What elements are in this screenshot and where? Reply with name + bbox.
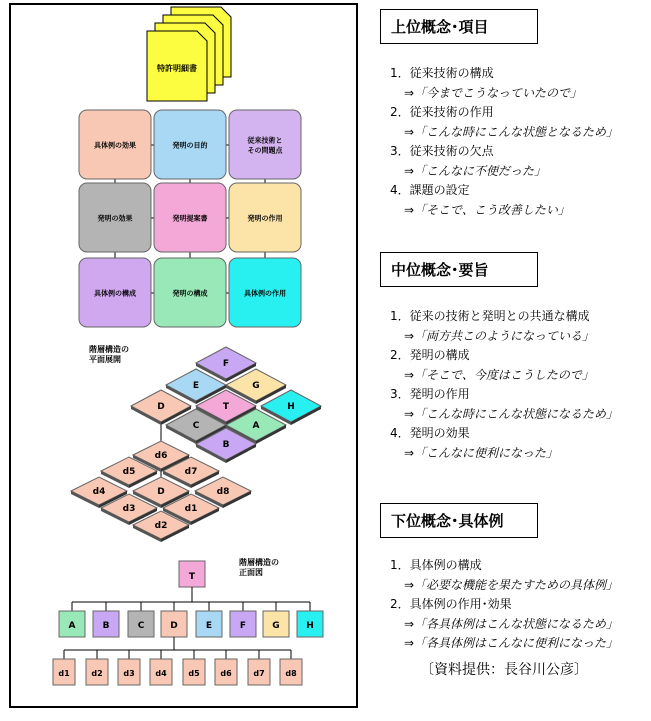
list-item-sub: ⇒「今までこうなっていたので」 bbox=[404, 85, 583, 100]
list-item: 4．課題の設定 bbox=[390, 183, 470, 197]
list-item-sub: ⇒「こんなに便利になった」 bbox=[404, 445, 559, 460]
list-item-sub: ⇒「こんなに不便だった」 bbox=[404, 163, 547, 178]
plan-diamond-label: C bbox=[192, 421, 200, 431]
plan-diamond-label: B bbox=[222, 440, 230, 450]
list-item-sub: ⇒「そこで、こう改善したい」 bbox=[404, 202, 570, 217]
plan-view bbox=[71, 347, 321, 542]
grid-cell-label: 発明の効果 bbox=[97, 214, 133, 223]
section-list-lower bbox=[390, 556, 618, 654]
tree-level2-label: d1 bbox=[58, 669, 70, 678]
grid-cell-label: 具体例の作用 bbox=[244, 289, 286, 298]
plan-sub-diamond-label: d3 bbox=[122, 504, 136, 514]
grid-cell-label: 具体例の効果 bbox=[94, 141, 136, 150]
list-item-sub: ⇒「両方共このようになっている」 bbox=[404, 328, 595, 343]
plan-view-title-2: 平面展開 bbox=[89, 355, 121, 364]
list-item-sub: ⇒「こんな時にこんな状態となるため」 bbox=[404, 124, 619, 139]
tree-level2-label: d7 bbox=[253, 669, 265, 678]
list-item-sub: ⇒「各具体例はこんなに便利になった」 bbox=[404, 636, 619, 650]
grid-cell-label: 発明の作用 bbox=[247, 214, 283, 223]
list-item: 2．発明の構成 bbox=[390, 348, 470, 362]
front-view-title-1: 階層構造の bbox=[239, 558, 279, 567]
grid-cell-label: 発明の目的 bbox=[172, 141, 208, 150]
list-item: 3．従来技術の欠点 bbox=[390, 144, 494, 158]
tree-level1-label: B bbox=[102, 621, 110, 631]
grid-cell-label: 従来技術と bbox=[247, 136, 283, 145]
tree-root-label: T bbox=[188, 572, 196, 582]
plan-diamond-label: T bbox=[222, 402, 230, 412]
diagram-panel bbox=[9, 3, 358, 708]
section-title-middle: 中位概念･要旨 bbox=[380, 252, 538, 287]
tree-level1-label: H bbox=[306, 621, 314, 631]
patent-structure-diagram bbox=[11, 5, 356, 706]
list-item: 1．具体例の構成 bbox=[390, 558, 482, 572]
tree-level2-label: d3 bbox=[123, 669, 135, 678]
grid-cell bbox=[229, 110, 301, 179]
plan-diamond-label: E bbox=[192, 381, 200, 391]
list-item-sub: ⇒「必要な機能を果たすための具体例」 bbox=[404, 577, 619, 592]
plan-sub-diamond-label: d5 bbox=[122, 467, 136, 477]
tree-level2-label: d8 bbox=[285, 669, 297, 678]
tree-level2-label: d5 bbox=[188, 669, 200, 678]
grid-cell-label: 発明提案書 bbox=[172, 214, 208, 223]
tree-level1-label: E bbox=[205, 621, 213, 631]
list-item: 3．発明の作用 bbox=[390, 387, 470, 401]
front-view-title-2: 正面図 bbox=[239, 568, 263, 577]
plan-sub-diamond-label: d4 bbox=[92, 487, 106, 497]
list-item: 1．従来技術の構成 bbox=[390, 66, 494, 80]
section-list-middle bbox=[390, 307, 618, 463]
list-item: 4．発明の効果 bbox=[390, 426, 470, 440]
tree-level2-label: d6 bbox=[220, 669, 232, 678]
tree-level1-label: G bbox=[272, 621, 280, 631]
tree-level2-label: d2 bbox=[91, 669, 103, 678]
tree-level1-label: F bbox=[239, 621, 247, 631]
plan-diamond-label: D bbox=[157, 402, 165, 412]
list-item: 2．具体例の作用･効果 bbox=[390, 597, 512, 611]
list-item-sub: ⇒「そこで、今度はこうしたので」 bbox=[404, 367, 594, 382]
list-item: 1．従来の技術と発明との共通な構成 bbox=[390, 309, 590, 323]
plan-sub-diamond-label: d7 bbox=[184, 467, 198, 477]
tree-level1-label: D bbox=[170, 621, 178, 631]
plan-sub-diamond-label: d8 bbox=[216, 487, 230, 497]
tree-level1-label: C bbox=[137, 621, 145, 631]
plan-diamond-label: A bbox=[252, 421, 260, 431]
plan-sub-diamond-label: d6 bbox=[154, 451, 168, 461]
grid-cell-label: 発明の構成 bbox=[172, 289, 208, 298]
list-item: 2．従来技術の作用 bbox=[390, 105, 494, 119]
plan-sub-diamond-label: D bbox=[157, 487, 165, 497]
section-title-lower: 下位概念･具体例 bbox=[380, 503, 538, 538]
document-stack bbox=[147, 7, 231, 101]
grid-cell-label: 具体例の構成 bbox=[94, 289, 136, 298]
front-view bbox=[53, 561, 323, 685]
credit-note: 〔資料提供：長谷川公彦〕 bbox=[420, 662, 588, 678]
grid-cell-label: その問題点 bbox=[247, 146, 283, 155]
plan-sub-diamond-label: d1 bbox=[184, 504, 198, 514]
plan-diamond-label: G bbox=[252, 381, 260, 391]
tree-level1-label: A bbox=[68, 621, 76, 631]
tree-level2-label: d4 bbox=[155, 669, 167, 678]
section-list-upper bbox=[390, 64, 618, 220]
section-title-upper: 上位概念･項目 bbox=[380, 9, 538, 44]
concept-grid bbox=[79, 110, 301, 327]
list-item-sub: ⇒「各具体例はこんな状態になるため」 bbox=[404, 616, 619, 631]
plan-diamond-label: F bbox=[222, 359, 230, 369]
list-item-sub: ⇒「こんな時にこんな状態になるため」 bbox=[404, 406, 619, 421]
plan-diamond-label: H bbox=[287, 402, 295, 412]
document-label: 特許明細書 bbox=[157, 64, 197, 73]
plan-view-title-1: 階層構造の bbox=[89, 345, 129, 354]
plan-sub-diamond-label: d2 bbox=[154, 521, 168, 531]
